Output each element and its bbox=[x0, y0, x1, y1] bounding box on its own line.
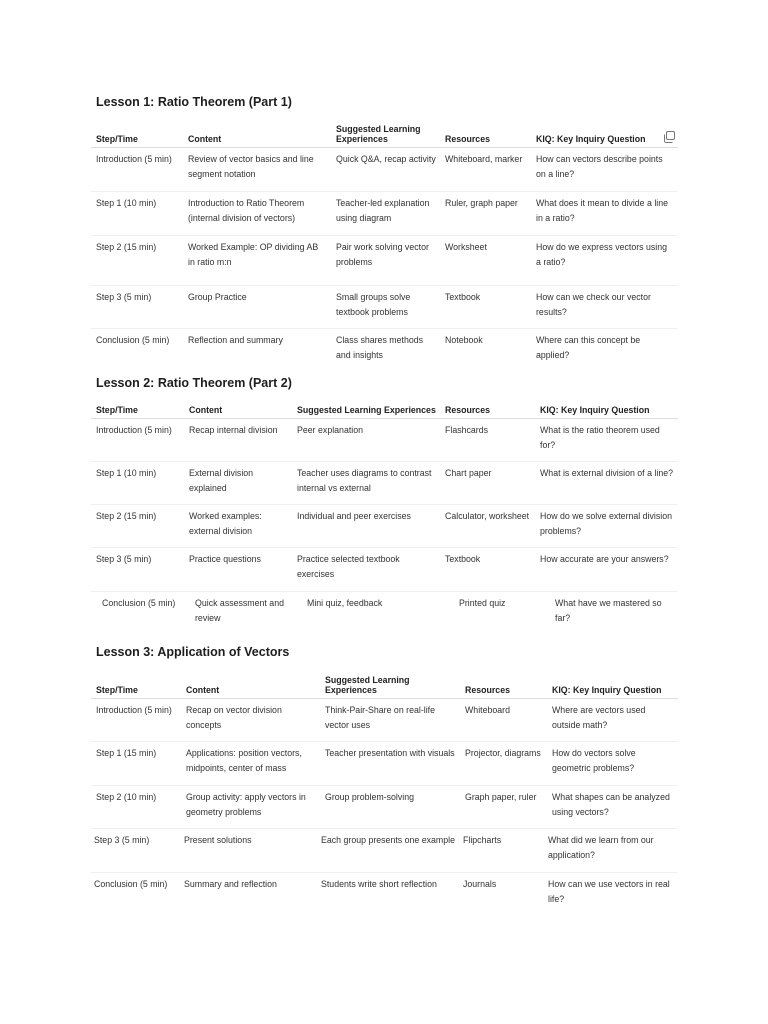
cell-step-time: Step 1 (10 min) bbox=[91, 461, 184, 504]
cell-content: Worked examples: external division bbox=[184, 504, 292, 547]
table-row bbox=[91, 785, 678, 828]
cell-step-time: Step 1 (10 min) bbox=[91, 191, 183, 235]
cell-step-time: Step 3 (5 min) bbox=[91, 547, 184, 591]
column-header-kiq: KIQ: Key Inquiry Question bbox=[535, 398, 678, 418]
cell-step-time: Conclusion (5 min) bbox=[102, 597, 176, 608]
column-header-content: Content bbox=[184, 398, 292, 418]
cell-content: Summary and reflection bbox=[184, 878, 277, 889]
table-header-row bbox=[91, 398, 678, 418]
cell-content: Practice questions bbox=[184, 547, 292, 591]
cell-step-time: Step 1 (15 min) bbox=[91, 741, 181, 785]
cell-resources: Flashcards bbox=[440, 418, 535, 461]
cell-resources: Ruler, graph paper bbox=[440, 191, 531, 235]
table-row bbox=[91, 461, 678, 504]
cell-learning-experience: Mini quiz, feedback bbox=[307, 597, 383, 608]
cell-content: Group activity: apply vectors in geometry problems bbox=[181, 785, 320, 828]
column-header-kiq: KIQ: Key Inquiry Question bbox=[531, 120, 678, 147]
table-row bbox=[91, 504, 678, 547]
lesson-1-table bbox=[91, 120, 678, 368]
table-header-row bbox=[91, 670, 678, 698]
column-header-resources: Resources bbox=[440, 120, 531, 147]
cell-learning-experience: Practice selected textbook exercises bbox=[292, 547, 440, 591]
cell-kiq: How can we use vectors in real life? bbox=[548, 878, 670, 904]
cell-step-time: Step 2 (15 min) bbox=[91, 504, 184, 547]
cell-resources: Chart paper bbox=[440, 461, 535, 504]
cell-content: Recap internal division bbox=[184, 418, 292, 461]
cell-step-time: Step 3 (5 min) bbox=[91, 285, 183, 328]
lesson-2-title: Lesson 2: Ratio Theorem (Part 2) bbox=[96, 376, 292, 390]
table-row bbox=[91, 285, 678, 328]
cell-resources: Notebook bbox=[445, 334, 483, 345]
cell-step-time: Conclusion (5 min) bbox=[96, 334, 170, 345]
cell-learning-experience: Teacher-led explanation using diagram bbox=[331, 191, 440, 235]
table-row bbox=[91, 147, 678, 191]
cell-content: Introduction to Ratio Theorem (internal division of vectors) bbox=[183, 191, 331, 235]
column-header-learning-experiences: Suggested Learning Experiences bbox=[320, 670, 460, 698]
cell-learning-experience: Teacher presentation with visuals bbox=[320, 741, 460, 785]
cell-learning-experience: Teacher uses diagrams to contrast internal vs external bbox=[292, 461, 440, 504]
cell-content: Reflection and summary bbox=[188, 334, 283, 345]
cell-content: Review of vector basics and line segment notation bbox=[183, 147, 331, 191]
column-header-resources: Resources bbox=[440, 398, 535, 418]
table-row bbox=[91, 698, 678, 741]
cell-learning-experience: Class shares methods and insights bbox=[336, 334, 424, 360]
column-header-learning-experiences: Suggested Learning Experiences bbox=[292, 398, 440, 418]
cell-learning-experience: Pair work solving vector problems bbox=[331, 235, 440, 285]
cell-kiq: What does it mean to divide a line in a ratio? bbox=[531, 191, 678, 235]
table-row bbox=[91, 741, 678, 785]
cell-kiq: Where can this concept be applied? bbox=[536, 334, 641, 360]
cell-content: Quick assessment and review bbox=[195, 597, 284, 623]
column-header-resources: Resources bbox=[460, 670, 547, 698]
column-header-step-time: Step/Time bbox=[91, 398, 184, 418]
cell-learning-experience: Peer explanation bbox=[292, 418, 440, 461]
cell-resources: Textbook bbox=[440, 547, 535, 591]
table-row bbox=[91, 872, 678, 914]
cell-learning-experience: Group problem-solving bbox=[320, 785, 460, 828]
cell-resources: Textbook bbox=[440, 285, 531, 328]
cell-learning-experience: Students write short reflection bbox=[321, 878, 437, 889]
cell-content: External division explained bbox=[184, 461, 292, 504]
column-header-content: Content bbox=[183, 120, 331, 147]
cell-kiq: How do vectors solve geometric problems? bbox=[547, 741, 678, 785]
lesson-3-title: Lesson 3: Application of Vectors bbox=[96, 645, 290, 659]
column-header-step-time: Step/Time bbox=[91, 670, 181, 698]
table-row bbox=[91, 418, 678, 461]
cell-resources: Calculator, worksheet bbox=[440, 504, 535, 547]
table-row bbox=[91, 235, 678, 285]
column-header-learning-experiences: Suggested Learning Experiences bbox=[331, 120, 440, 147]
cell-resources: Worksheet bbox=[440, 235, 531, 285]
cell-resources: Flipcharts bbox=[460, 828, 547, 872]
cell-kiq: How accurate are your answers? bbox=[535, 547, 678, 591]
cell-content: Group Practice bbox=[183, 285, 331, 328]
cell-step-time: Introduction (5 min) bbox=[91, 147, 183, 191]
cell-step-time: Step 2 (15 min) bbox=[91, 235, 183, 285]
cell-learning-experience: Each group presents one example bbox=[320, 828, 460, 872]
cell-resources: Printed quiz bbox=[459, 597, 506, 608]
cell-resources: Whiteboard bbox=[460, 698, 547, 741]
cell-resources: Projector, diagrams bbox=[460, 741, 547, 785]
cell-content: Recap on vector division concepts bbox=[181, 698, 320, 741]
cell-kiq: What is external division of a line? bbox=[535, 461, 678, 504]
cell-resources: Whiteboard, marker bbox=[440, 147, 531, 191]
cell-learning-experience: Quick Q&A, recap activity bbox=[331, 147, 440, 191]
table-row bbox=[91, 828, 678, 872]
column-header-content: Content bbox=[181, 670, 320, 698]
column-header-step-time: Step/Time bbox=[91, 120, 183, 147]
cell-learning-experience: Think-Pair-Share on real-life vector uses bbox=[320, 698, 460, 741]
lesson-2-table bbox=[91, 398, 678, 629]
table-row bbox=[91, 328, 678, 368]
table-header-row bbox=[91, 120, 678, 147]
cell-step-time: Introduction (5 min) bbox=[91, 698, 181, 741]
cell-kiq: What is the ratio theorem used for? bbox=[535, 418, 678, 461]
cell-kiq: What did we learn from our application? bbox=[547, 828, 678, 872]
cell-content: Worked Example: OP dividing AB in ratio m:n bbox=[183, 235, 331, 285]
table-row bbox=[91, 547, 678, 591]
table-row bbox=[91, 591, 678, 629]
cell-step-time: Step 3 (5 min) bbox=[91, 828, 181, 872]
cell-kiq: How do we solve external division problems? bbox=[535, 504, 678, 547]
cell-learning-experience: Individual and peer exercises bbox=[292, 504, 440, 547]
cell-step-time: Conclusion (5 min) bbox=[94, 878, 168, 889]
cell-step-time: Step 2 (10 min) bbox=[91, 785, 181, 828]
cell-kiq: Where are vectors used outside math? bbox=[547, 698, 678, 741]
cell-learning-experience: Small groups solve textbook problems bbox=[331, 285, 440, 328]
table-row bbox=[91, 191, 678, 235]
cell-resources: Graph paper, ruler bbox=[460, 785, 547, 828]
cell-resources: Journals bbox=[463, 878, 497, 889]
cell-content: Applications: position vectors, midpoints, center of mass bbox=[181, 741, 320, 785]
cell-kiq: How can vectors describe points on a line? bbox=[531, 147, 678, 191]
cell-kiq: How can we check our vector results? bbox=[531, 285, 678, 328]
cell-kiq: What have we mastered so far? bbox=[555, 597, 662, 623]
column-header-kiq: KIQ: Key Inquiry Question bbox=[547, 670, 678, 698]
cell-step-time: Introduction (5 min) bbox=[91, 418, 184, 461]
cell-content: Present solutions bbox=[181, 828, 320, 872]
cell-kiq: How do we express vectors using a ratio? bbox=[531, 235, 678, 285]
cell-kiq: What shapes can be analyzed using vectors? bbox=[547, 785, 678, 828]
lesson-3-table bbox=[91, 670, 678, 914]
lesson-1-title: Lesson 1: Ratio Theorem (Part 1) bbox=[96, 95, 292, 109]
